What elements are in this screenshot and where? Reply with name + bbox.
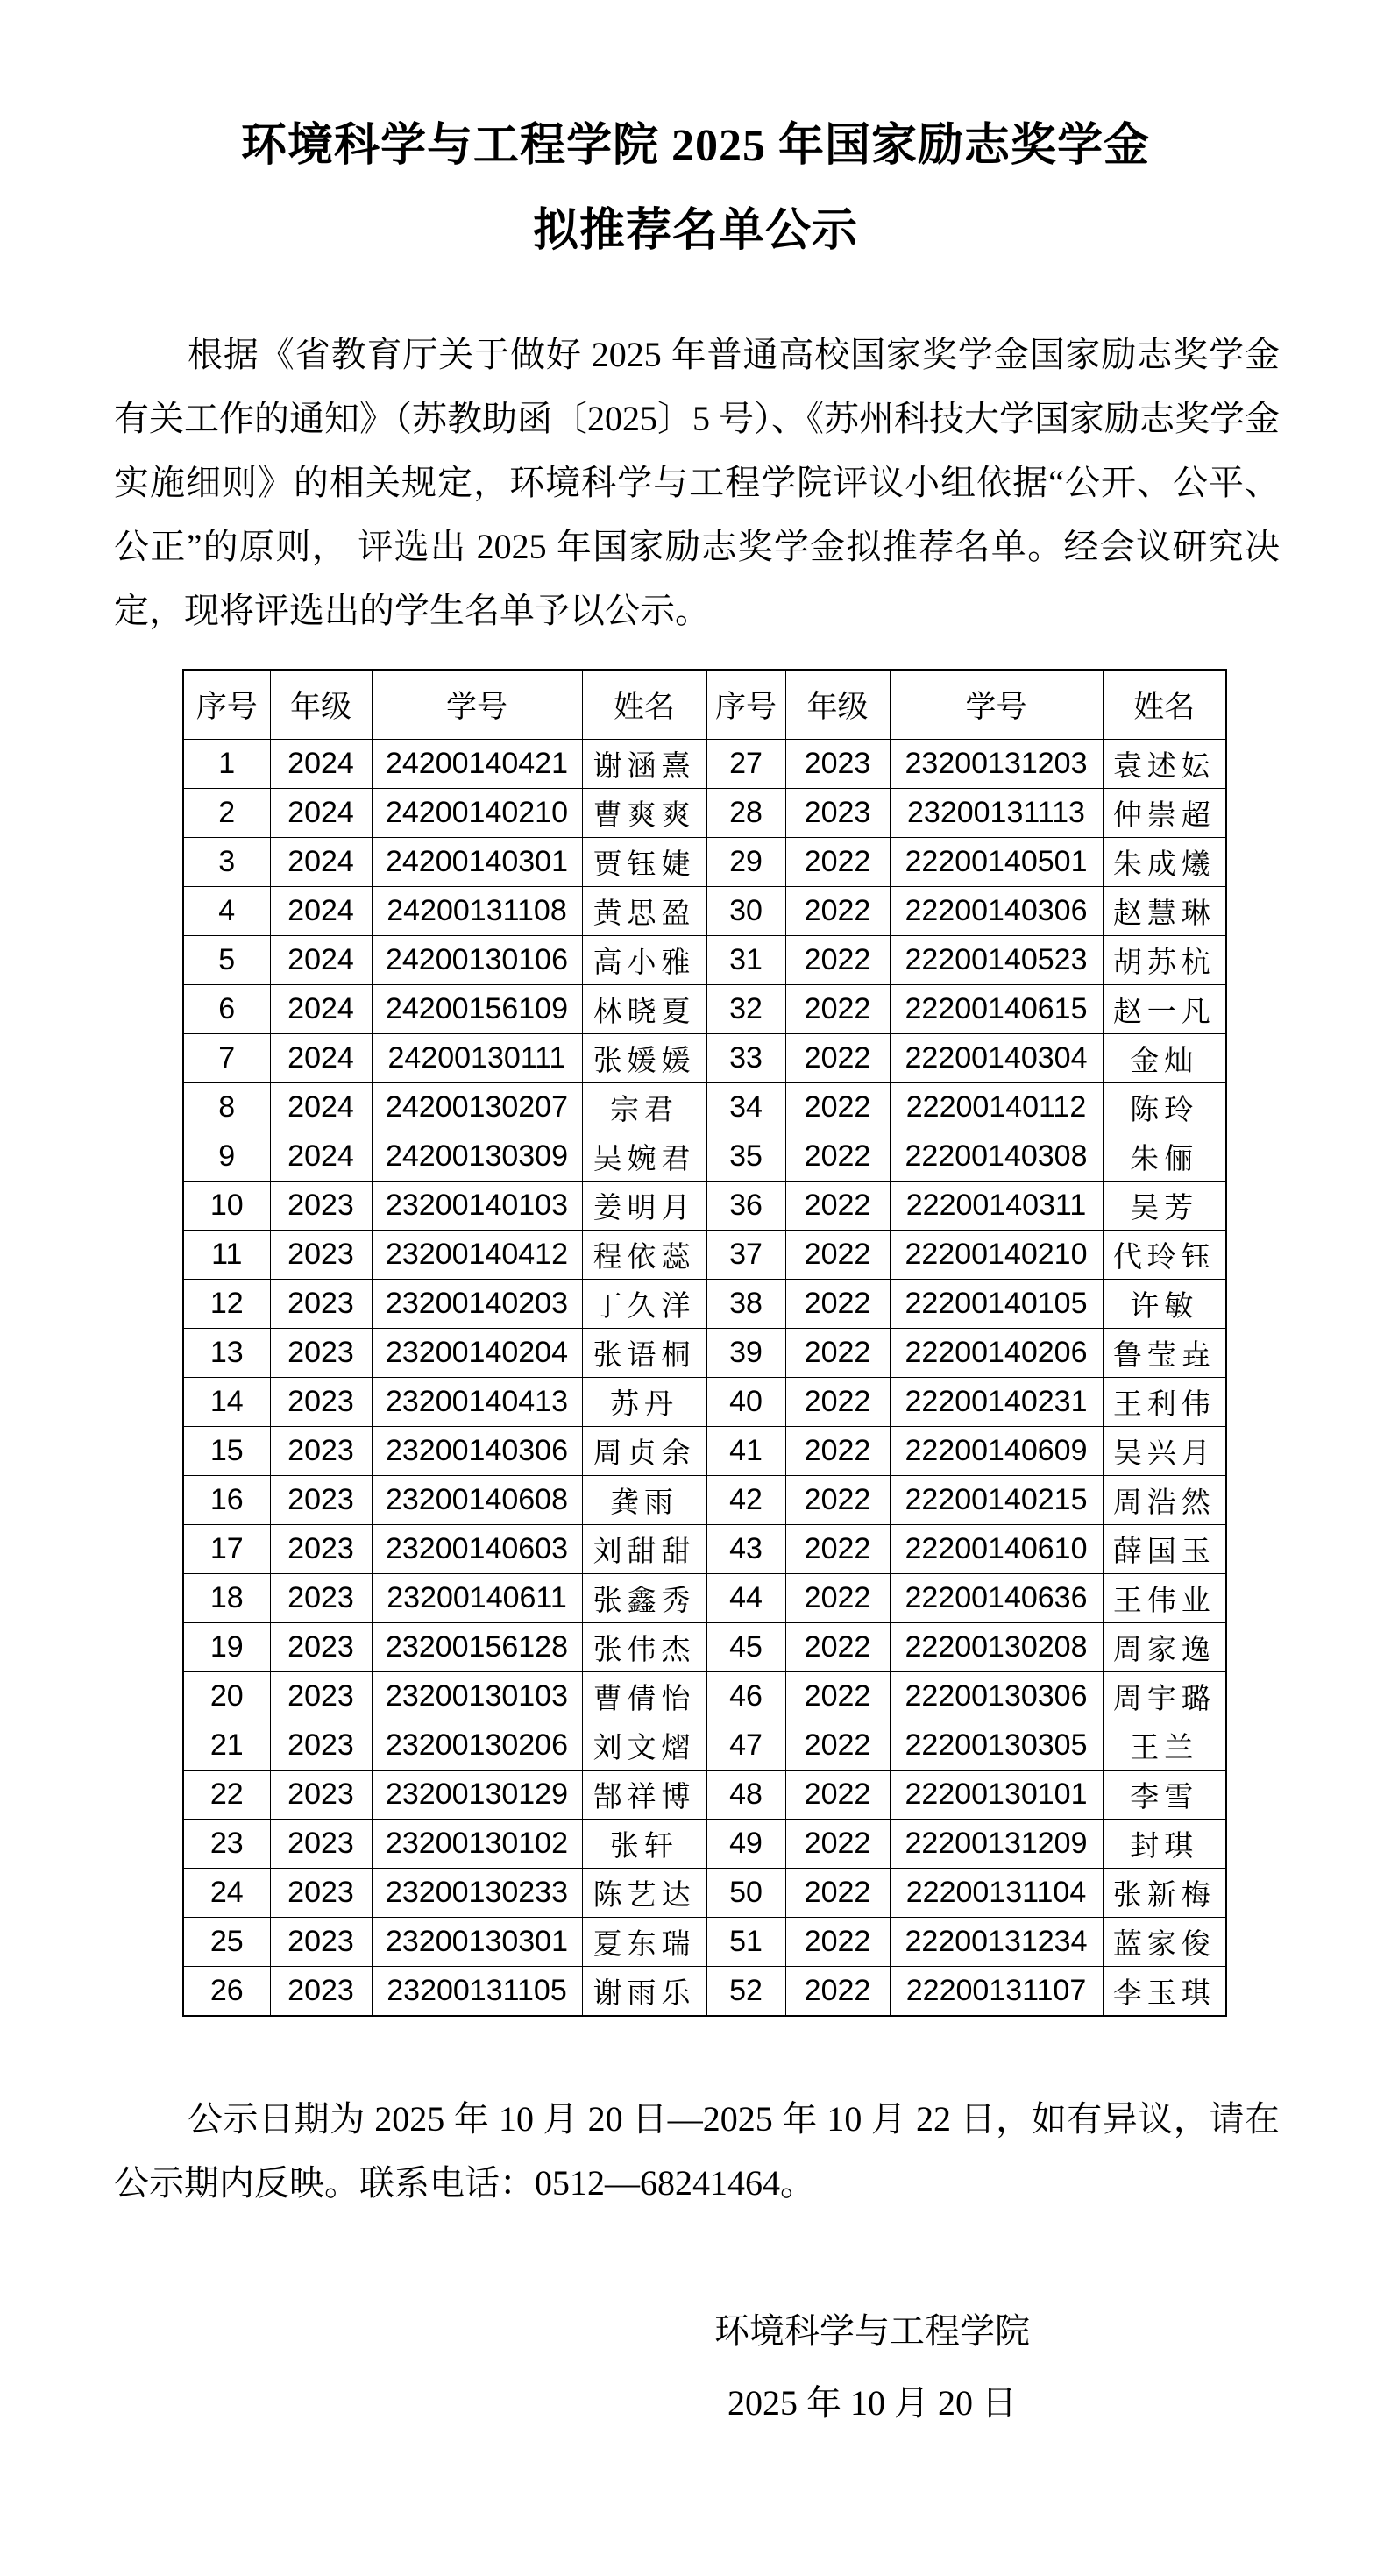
name-cell: 曹倩怡 [582,1672,706,1721]
seq-cell: 11 [183,1231,270,1280]
seq-cell: 2 [183,789,270,838]
name-cell: 周宇璐 [1103,1672,1226,1721]
name-cell: 李雪 [1103,1771,1226,1820]
name-cell: 张轩 [582,1820,706,1869]
seq-cell: 47 [706,1721,785,1771]
student-id-cell: 22200131104 [890,1869,1103,1918]
student-id-cell: 22200140206 [890,1329,1103,1378]
student-id-cell: 22200140615 [890,985,1103,1034]
seq-cell: 19 [183,1623,270,1672]
table-row [183,1034,1226,1083]
seq-cell: 25 [183,1918,270,1967]
table-body [183,740,1226,2017]
name-cell: 朱成爔 [1103,838,1226,887]
header-name-left: 姓名 [582,670,706,740]
grade-cell: 2023 [270,1231,372,1280]
header-student-id-right: 学号 [890,670,1103,740]
student-id-cell: 22200140501 [890,838,1103,887]
student-id-cell: 23200130102 [372,1820,582,1869]
student-id-cell: 23200140204 [372,1329,582,1378]
seq-cell: 28 [706,789,785,838]
student-id-cell: 22200130208 [890,1623,1103,1672]
seq-cell: 6 [183,985,270,1034]
grade-cell: 2022 [785,887,890,936]
grade-cell: 2023 [270,1869,372,1918]
student-id-cell: 23200130129 [372,1771,582,1820]
student-id-cell: 24200140421 [372,740,582,789]
seq-cell: 40 [706,1378,785,1427]
grade-cell: 2023 [270,1182,372,1231]
grade-cell: 2023 [270,1329,372,1378]
grade-cell: 2022 [785,1231,890,1280]
seq-cell: 41 [706,1427,785,1476]
grade-cell: 2023 [270,1525,372,1574]
student-id-cell: 22200130101 [890,1771,1103,1820]
name-cell: 王利伟 [1103,1378,1226,1427]
name-cell: 仲崇超 [1103,789,1226,838]
name-cell: 胡苏杭 [1103,936,1226,985]
grade-cell: 2022 [785,1820,890,1869]
grade-cell: 2022 [785,1329,890,1378]
grade-cell: 2022 [785,1378,890,1427]
student-id-cell: 22200140210 [890,1231,1103,1280]
seq-cell: 14 [183,1378,270,1427]
grade-cell: 2024 [270,789,372,838]
grade-cell: 2024 [270,1083,372,1132]
grade-cell: 2023 [270,1476,372,1525]
grade-cell: 2024 [270,936,372,985]
seq-cell: 3 [183,838,270,887]
seq-cell: 38 [706,1280,785,1329]
name-cell: 高小雅 [582,936,706,985]
student-id-cell: 24200130111 [372,1034,582,1083]
name-cell: 王伟业 [1103,1574,1226,1623]
grade-cell: 2022 [785,985,890,1034]
name-cell: 金灿 [1103,1034,1226,1083]
seq-cell: 31 [706,936,785,985]
signature-date: 2025 年 10 月 20 日 [727,2383,1017,2423]
student-id-cell: 24200130106 [372,936,582,985]
table-header-row [183,670,1226,740]
name-cell: 代玲钰 [1103,1231,1226,1280]
seq-cell: 18 [183,1574,270,1623]
title-line1: 环境科学与工程学院 2025 年国家励志奖学金 [240,121,1150,171]
seq-cell: 43 [706,1525,785,1574]
name-cell: 陈玲 [1103,1083,1226,1132]
table-row [183,740,1226,789]
grade-cell: 2022 [785,1623,890,1672]
name-cell: 张新梅 [1103,1869,1226,1918]
grade-cell: 2023 [270,1918,372,1967]
table-row [183,1574,1226,1623]
student-id-cell: 24200140301 [372,838,582,887]
name-cell: 刘甜甜 [582,1525,706,1574]
table-row [183,1231,1226,1280]
student-id-cell: 24200131108 [372,887,582,936]
name-cell: 张伟杰 [582,1623,706,1672]
header-grade-right: 年级 [785,670,890,740]
seq-cell: 44 [706,1574,785,1623]
grade-cell: 2023 [270,1967,372,2017]
grade-cell: 2023 [270,1672,372,1721]
student-id-cell: 23200130103 [372,1672,582,1721]
table-row [183,985,1226,1034]
seq-cell: 20 [183,1672,270,1721]
grade-cell: 2022 [785,936,890,985]
seq-cell: 52 [706,1967,785,2017]
grade-cell: 2024 [270,985,372,1034]
table-row [183,1182,1226,1231]
student-id-cell: 22200130306 [890,1672,1103,1721]
name-cell: 黄思盈 [582,887,706,936]
student-id-cell: 22200140231 [890,1378,1103,1427]
name-cell: 贾钰婕 [582,838,706,887]
seq-cell: 16 [183,1476,270,1525]
name-cell: 吴芳 [1103,1182,1226,1231]
seq-cell: 37 [706,1231,785,1280]
student-id-cell: 23200131105 [372,1967,582,2017]
grade-cell: 2023 [785,740,890,789]
seq-cell: 36 [706,1182,785,1231]
student-id-cell: 22200140306 [890,887,1103,936]
table-row [183,1967,1226,2017]
student-id-cell: 23200140306 [372,1427,582,1476]
table-row [183,1820,1226,1869]
student-id-cell: 23200140103 [372,1182,582,1231]
grade-cell: 2023 [270,1771,372,1820]
seq-cell: 4 [183,887,270,936]
student-id-cell: 22200140523 [890,936,1103,985]
scholarship-roster-table [182,669,1227,2017]
name-cell: 薛国玉 [1103,1525,1226,1574]
seq-cell: 33 [706,1034,785,1083]
table-row [183,1329,1226,1378]
student-id-cell: 24200130309 [372,1132,582,1182]
header-seq-right: 序号 [706,670,785,740]
seq-cell: 27 [706,740,785,789]
grade-cell: 2022 [785,1869,890,1918]
table-row [183,1132,1226,1182]
grade-cell: 2022 [785,1967,890,2017]
table-row [183,1083,1226,1132]
student-id-cell: 22200140311 [890,1182,1103,1231]
student-id-cell: 24200130207 [372,1083,582,1132]
seq-cell: 50 [706,1869,785,1918]
notice-paragraph: 公示日期为 2025 年 10 月 20 日—2025 年 10 月 22 日，如有异议，请在公示期内反映。联系电话：0512—68241464。 [114,2099,1280,2203]
grade-cell: 2022 [785,1918,890,1967]
grade-cell: 2022 [785,1280,890,1329]
name-cell: 赵一凡 [1103,985,1226,1034]
grade-cell: 2022 [785,838,890,887]
seq-cell: 23 [183,1820,270,1869]
name-cell: 郜祥博 [582,1771,706,1820]
name-cell: 鲁莹垚 [1103,1329,1226,1378]
grade-cell: 2022 [785,1427,890,1476]
name-cell: 吴兴月 [1103,1427,1226,1476]
seq-cell: 22 [183,1771,270,1820]
student-id-cell: 22200140308 [890,1132,1103,1182]
seq-cell: 42 [706,1476,785,1525]
name-cell: 夏东瑞 [582,1918,706,1967]
student-id-cell: 23200131203 [890,740,1103,789]
table-row [183,887,1226,936]
name-cell: 张鑫秀 [582,1574,706,1623]
grade-cell: 2024 [270,1132,372,1182]
seq-cell: 24 [183,1869,270,1918]
name-cell: 林晓夏 [582,985,706,1034]
student-id-cell: 22200131234 [890,1918,1103,1967]
seq-cell: 45 [706,1623,785,1672]
name-cell: 周贞余 [582,1427,706,1476]
grade-cell: 2023 [270,1721,372,1771]
table-row [183,1771,1226,1820]
seq-cell: 15 [183,1427,270,1476]
grade-cell: 2022 [785,1083,890,1132]
name-cell: 赵慧琳 [1103,887,1226,936]
grade-cell: 2023 [270,1280,372,1329]
student-id-cell: 23200130206 [372,1721,582,1771]
student-id-cell: 22200140112 [890,1083,1103,1132]
name-cell: 张媛媛 [582,1034,706,1083]
seq-cell: 21 [183,1721,270,1771]
grade-cell: 2022 [785,1721,890,1771]
name-cell: 姜明月 [582,1182,706,1231]
student-id-cell: 22200130305 [890,1721,1103,1771]
name-cell: 吴婉君 [582,1132,706,1182]
name-cell: 苏丹 [582,1378,706,1427]
student-id-cell: 23200140611 [372,1574,582,1623]
grade-cell: 2022 [785,1132,890,1182]
name-cell: 陈艺达 [582,1869,706,1918]
table-row [183,1721,1226,1771]
grade-cell: 2022 [785,1771,890,1820]
table-row [183,1476,1226,1525]
seq-cell: 9 [183,1132,270,1182]
name-cell: 谢涵熹 [582,740,706,789]
seq-cell: 48 [706,1771,785,1820]
student-id-cell: 22200140609 [890,1427,1103,1476]
student-id-cell: 23200156128 [372,1623,582,1672]
name-cell: 宗君 [582,1083,706,1132]
name-cell: 刘文熠 [582,1721,706,1771]
table-row [183,936,1226,985]
name-cell: 朱俪 [1103,1132,1226,1182]
name-cell: 周家逸 [1103,1623,1226,1672]
header-seq-left: 序号 [183,670,270,740]
seq-cell: 34 [706,1083,785,1132]
table-row [183,1918,1226,1967]
grade-cell: 2023 [270,1623,372,1672]
name-cell: 曹爽爽 [582,789,706,838]
name-cell: 封琪 [1103,1820,1226,1869]
header-student-id-left: 学号 [372,670,582,740]
seq-cell: 51 [706,1918,785,1967]
seq-cell: 5 [183,936,270,985]
student-id-cell: 23200140412 [372,1231,582,1280]
grade-cell: 2023 [785,789,890,838]
seq-cell: 30 [706,887,785,936]
grade-cell: 2023 [270,1574,372,1623]
name-cell: 谢雨乐 [582,1967,706,2017]
seq-cell: 29 [706,838,785,887]
name-cell: 袁述妘 [1103,740,1226,789]
student-id-cell: 23200140603 [372,1525,582,1574]
page-title [0,0,1391,273]
table-row [183,838,1226,887]
grade-cell: 2024 [270,1034,372,1083]
name-cell: 张语桐 [582,1329,706,1378]
grade-cell: 2022 [785,1672,890,1721]
seq-cell: 7 [183,1034,270,1083]
student-id-cell: 22200131209 [890,1820,1103,1869]
header-grade-left: 年级 [270,670,372,740]
intro-paragraph: 根据《省教育厅关于做好 2025 年普通高校国家奖学金国家励志奖学金有关工作的通知》（苏教助函〔2025〕5 号）、《苏州科技大学国家励志奖学金实施细则》的相关规定，环境科学与工程学院评议小组依据“公开、公平、公正”的原则， 评选出 2025 年国家励志奖学金拟推荐名单。经会议研究决定，现将评选出的学生名单予以公示。 [114,335,1280,630]
table-row [183,1427,1226,1476]
student-id-cell: 22200140215 [890,1476,1103,1525]
student-id-cell: 22200140304 [890,1034,1103,1083]
student-id-cell: 22200140105 [890,1280,1103,1329]
name-cell: 龚雨 [582,1476,706,1525]
name-cell: 王兰 [1103,1721,1226,1771]
student-id-cell: 22200131107 [890,1967,1103,2017]
grade-cell: 2022 [785,1574,890,1623]
table-row [183,1623,1226,1672]
table-row [183,1869,1226,1918]
seq-cell: 12 [183,1280,270,1329]
student-id-cell: 23200140608 [372,1476,582,1525]
student-id-cell: 23200140203 [372,1280,582,1329]
seq-cell: 8 [183,1083,270,1132]
grade-cell: 2023 [270,1378,372,1427]
header-name-right: 姓名 [1103,670,1226,740]
grade-cell: 2024 [270,887,372,936]
name-cell: 周浩然 [1103,1476,1226,1525]
grade-cell: 2022 [785,1476,890,1525]
student-id-cell: 24200156109 [372,985,582,1034]
seq-cell: 1 [183,740,270,789]
grade-cell: 2022 [785,1525,890,1574]
name-cell: 丁久洋 [582,1280,706,1329]
student-id-cell: 22200140636 [890,1574,1103,1623]
seq-cell: 13 [183,1329,270,1378]
seq-cell: 49 [706,1820,785,1869]
student-id-cell: 23200131113 [890,789,1103,838]
name-cell: 蓝家俊 [1103,1918,1226,1967]
table-row [183,1672,1226,1721]
grade-cell: 2022 [785,1182,890,1231]
seq-cell: 35 [706,1132,785,1182]
name-cell: 程依蕊 [582,1231,706,1280]
grade-cell: 2024 [270,838,372,887]
grade-cell: 2024 [270,740,372,789]
table-row [183,1280,1226,1329]
table-row [183,789,1226,838]
grade-cell: 2022 [785,1034,890,1083]
seq-cell: 32 [706,985,785,1034]
seq-cell: 39 [706,1329,785,1378]
name-cell: 李玉琪 [1103,1967,1226,2017]
name-cell: 许敏 [1103,1280,1226,1329]
seq-cell: 46 [706,1672,785,1721]
seq-cell: 26 [183,1967,270,2017]
title-line2: 拟推荐名单公示 [532,206,858,256]
signature-org: 环境科学与工程学院 [714,2311,1030,2351]
table-row [183,1378,1226,1427]
student-id-cell: 23200140413 [372,1378,582,1427]
student-id-cell: 23200130233 [372,1869,582,1918]
seq-cell: 17 [183,1525,270,1574]
table-row [183,1525,1226,1574]
signature-block [714,2296,1030,2439]
student-id-cell: 22200140610 [890,1525,1103,1574]
grade-cell: 2023 [270,1427,372,1476]
seq-cell: 10 [183,1182,270,1231]
student-id-cell: 23200130301 [372,1918,582,1967]
grade-cell: 2023 [270,1820,372,1869]
student-id-cell: 24200140210 [372,789,582,838]
